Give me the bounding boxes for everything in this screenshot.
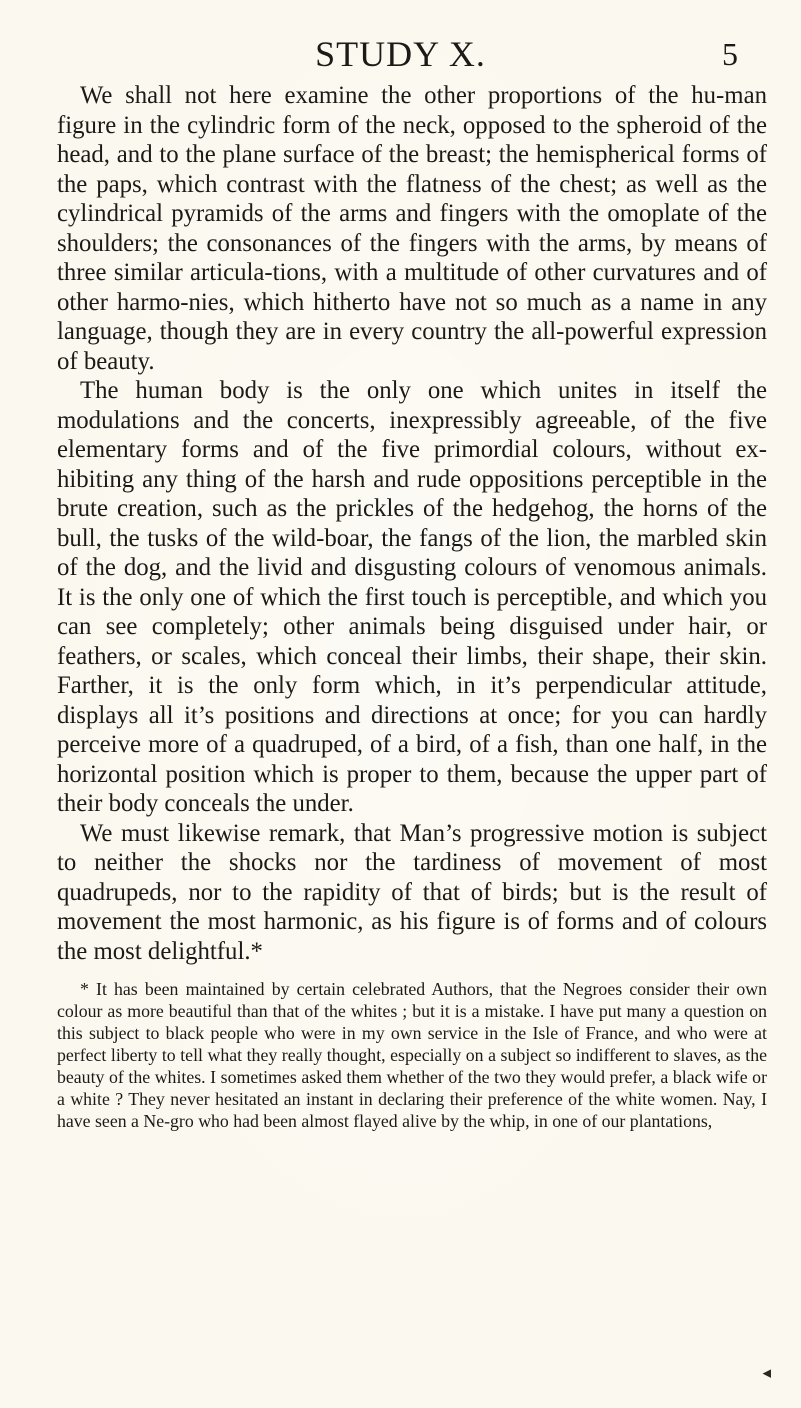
running-head bbox=[0, 26, 801, 76]
paragraph-three: We must likewise remark, that Man’s progressive motion is subject to neither the shocks nor the tardiness of movement of most quadrupeds, nor to the rapidity of that of birds; but is the result of movement the most harmonic, as his figure is of forms and of colours the most delightful.* bbox=[57, 819, 767, 965]
chapter-title: STUDY X. bbox=[315, 34, 486, 74]
paragraph-one: We shall not here examine the other proportions of the hu-man figure in the cylindric form of the neck, opposed to the spheroid of the head, and to the plane surface of the breast; the hemispherical forms of the paps, which contrast with the flatness of the chest; as well as the cylindrical pyramids of the arms and fingers with the omoplate of the shoulders; the consonances of the fingers with the arms, by means of three similar articula-tions, with a multitude of other curvatures and of other harmo-nies, which hitherto have not so much as a name in any language, though they are in every country the all-powerful expression of beauty. bbox=[57, 82, 767, 375]
page-body bbox=[57, 81, 767, 1132]
page-number: 5 bbox=[722, 36, 738, 72]
page-edge-mark: ◂ bbox=[762, 1363, 771, 1382]
footnote: * It has been maintained by certain celebrated Authors, that the Negroes consider their own colour as more beautiful than that of the whites ; but it is a mistake. I have put many a question on this subject to black people who were in my own service in the Isle of France, and who were at perfect liberty to tell what they really thought, especially on a subject so indifferent to slaves, as the beauty of the whites. I sometimes asked them whether of the two they would prefer, a black wife or a white ? They never hesitated an instant in declaring their preference of the white women. Nay, I have seen a Ne-gro who had been almost flayed alive by the whip, in one of our plantations, bbox=[57, 979, 767, 1131]
paragraph-two: The human body is the only one which unites in itself the modulations and the concerts, inexpressibly agreeable, of the five elementary forms and of the five primordial colours, without ex-hibiting any thing of the harsh and rude oppositions perceptible in the brute creation, such as the prickles of the hedgehog, the horns of the bull, the tusks of the wild-boar, the fangs of the lion, the marbled skin of the dog, and the livid and disgusting colours of venomous animals. It is the only one of which the first touch is perceptible, and which you can see completely; other animals being disguised under hair, or feathers, or scales, which conceal their limbs, their shape, their skin. Farther, it is the only form which, in it’s perpendicular attitude, displays all it’s positions and directions at once; for you can hardly perceive more of a quadruped, of a bird, of a fish, than one half, in the horizontal position which is proper to them, because the upper part of their body conceals the under. bbox=[57, 377, 767, 817]
